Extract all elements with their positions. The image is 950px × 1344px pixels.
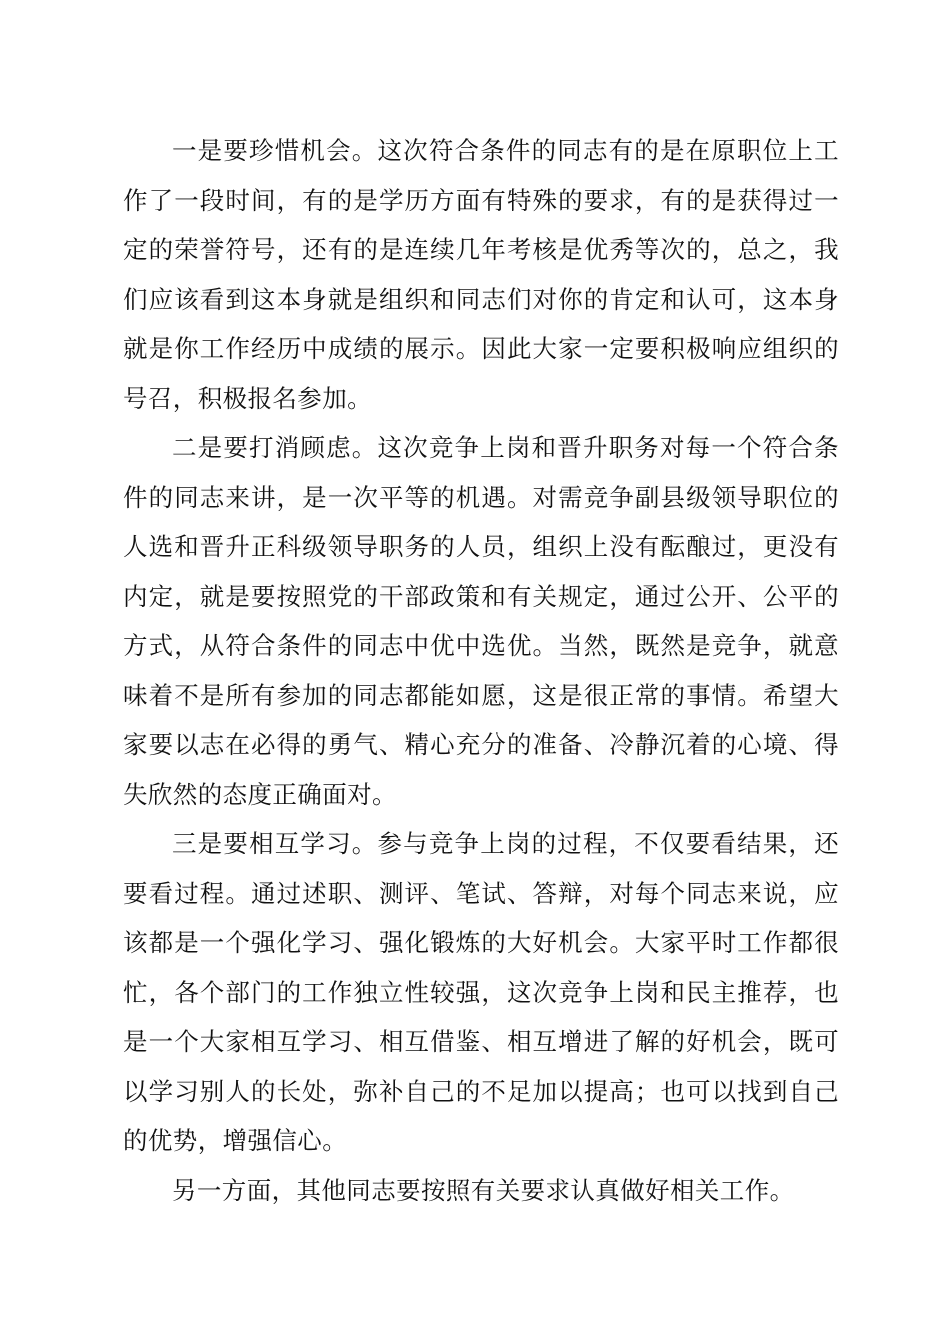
paragraph-cherish-opportunity: 一是要珍惜机会。这次符合条件的同志有的是在原职位上工作了一段时间，有的是学历方面有特殊的要求，有的是获得过一定的荣誉符号，还有的是连续几年考核是优秀等次的，总之，我们应该看到这本身就是组织和同志们对你的肯定和认可，这本身就是你工作经历中成绩的展示。因此大家一定要积极响应组织的号召，积极报名参加。: [123, 136, 839, 413]
paragraph-mutual-learning: 三是要相互学习。参与竞争上岗的过程，不仅要看结果，还要看过程。通过述职、测评、笔试、答辩，对每个同志来说，应该都是一个强化学习、强化锻炼的大好机会。大家平时工作都很忙，各个部门的工作独立性较强，这次竞争上岗和民主推荐，也是一个大家相互学习、相互借鉴、相互增进了解的好机会，既可以学习别人的长处，弥补自己的不足加以提高；也可以找到自己的优势，增强信心。: [123, 829, 839, 1155]
paragraph-dispel-concerns: 二是要打消顾虑。这次竞争上岗和晋升职务对每一个符合条件的同志来讲，是一次平等的机遇。对需竞争副县级领导职位的人选和晋升正科级领导职务的人员，组织上没有酝酿过，更没有内定，就是要按照党的干部政策和有关规定，通过公开、公平的方式，从符合条件的同志中优中选优。当然，既然是竞争，就意味着不是所有参加的同志都能如愿，这是很正常的事情。希望大家要以志在必得的勇气、精心充分的准备、冷静沉着的心境、得失欣然的态度正确面对。: [123, 433, 839, 809]
document-body: [123, 126, 839, 1215]
paragraph-other-comrades: 另一方面，其他同志要按照有关要求认真做好相关工作。: [172, 1175, 795, 1205]
